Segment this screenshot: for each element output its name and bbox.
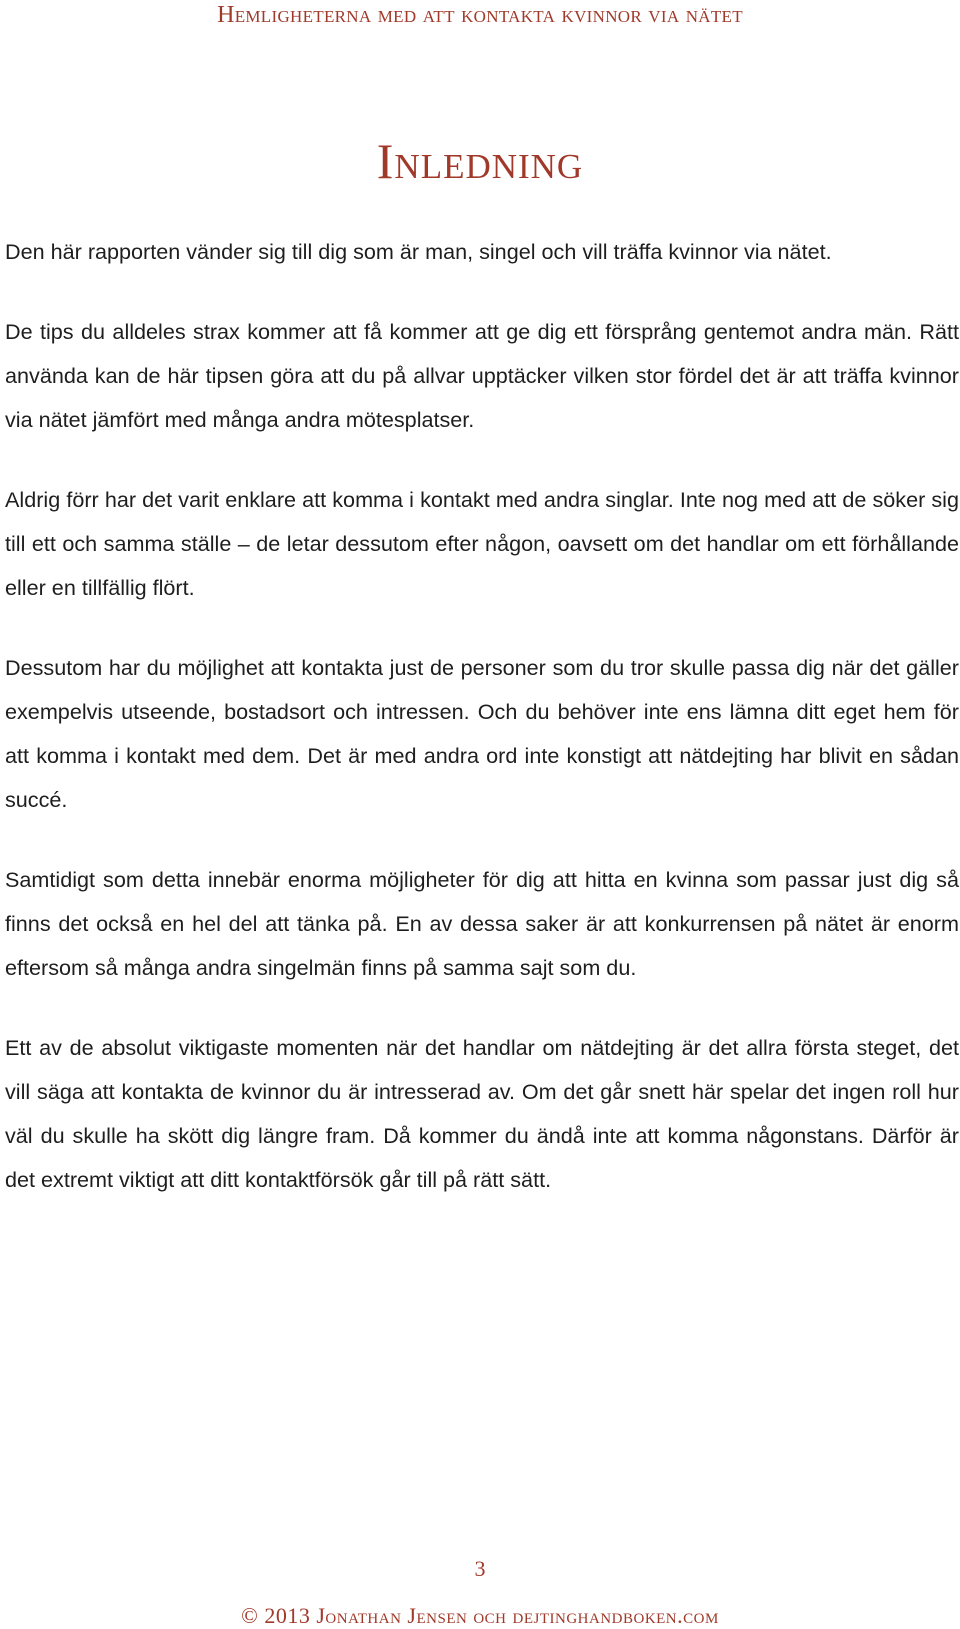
page-number: 3 [474,1556,486,1581]
paragraph: Ett av de absolut viktigaste momenten när det handlar om nätdejting är det allra första steget, det vill säga att kontakta de kvinnor du är intresserad av. Om det går snett här spelar det ingen roll hur väl du skulle ha skött dig längre fram. Då kommer du ändå inte att komma någonstans. Därför är det extremt viktigt att ditt kontaktförsök går till på rätt sätt. [5,1035,959,1192]
paragraph: Den här rapporten vänder sig till dig som är man, singel och vill träffa kvinnor via nätet. [5,239,832,264]
paragraph: Aldrig förr har det varit enklare att komma i kontakt med andra singlar. Inte nog med att de söker sig till ett och samma ställe – de letar dessutom efter någon, oavsett om det handlar om ett förhållande eller en tillfällig flört. [5,487,959,600]
footer-copyright: © 2013 Jonathan Jensen och dejtinghandboken.com [241,1603,719,1628]
running-header: Hemligheterna med att kontakta kvinnor via nätet [217,2,743,28]
paragraph: Samtidigt som detta innebär enorma möjligheter för dig att hitta en kvinna som passar just dig så finns det också en hel del att tänka på. En av dessa saker är att konkurrensen på nätet är enorm eftersom så många andra singelmän finns på samma sajt som du. [5,867,959,980]
paragraph: Dessutom har du möjlighet att kontakta just de personer som du tror skulle passa dig när det gäller exempelvis utseende, bostadsort och intressen. Och du behöver inte ens lämna ditt eget hem för att komma i kontakt med dem. Det är med andra ord inte konstigt att nätdejting har blivit en sådan succé. [5,655,959,812]
paragraph: De tips du alldeles strax kommer att få kommer att ge dig ett försprång gentemot andra män. Rätt använda kan de här tipsen göra att du på allvar upptäcker vilken stor fördel det är att träffa kvinnor via nätet jämfört med många andra mötesplatser. [5,319,959,432]
body-text [5,230,959,1238]
chapter-title: Inledning [376,133,584,189]
